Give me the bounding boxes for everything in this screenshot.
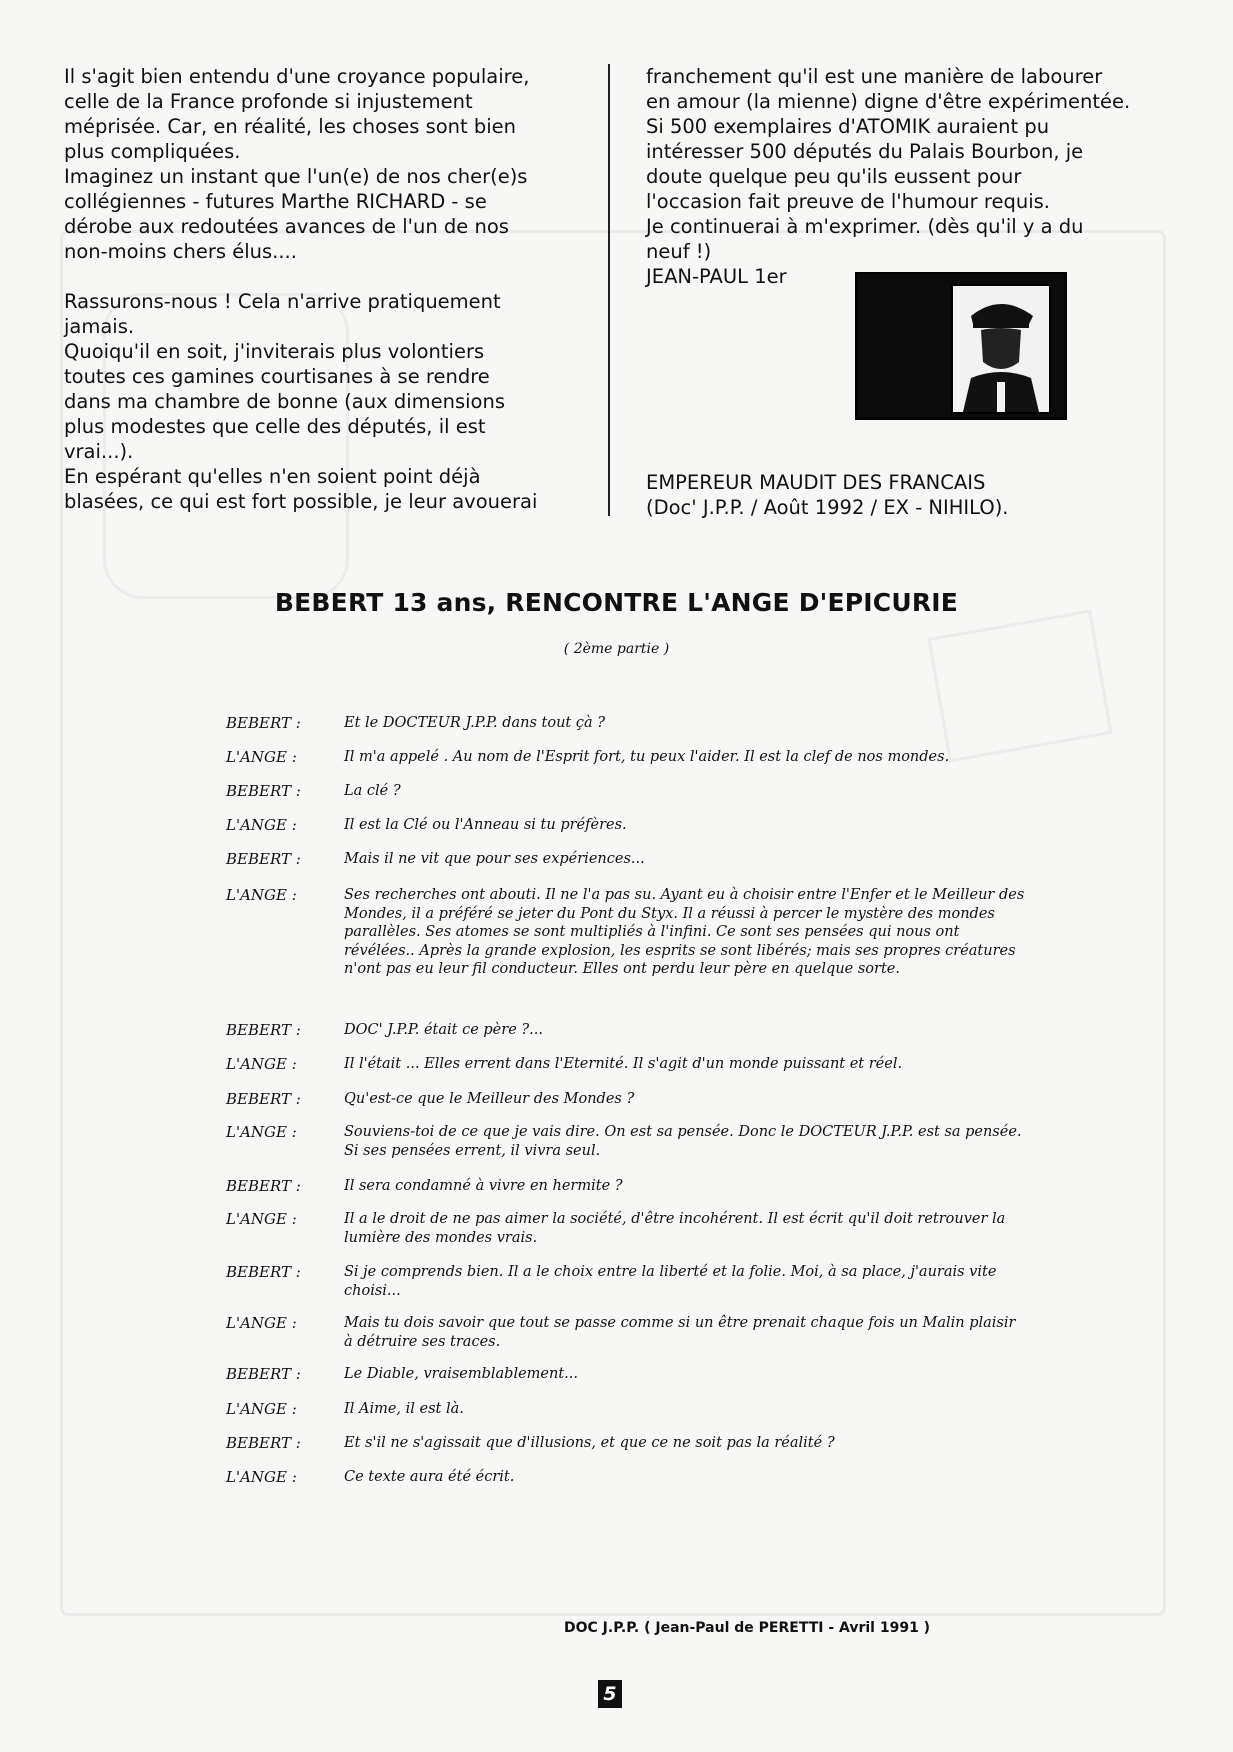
text-line: blasées, ce qui est fort possible, je leur avouerai <box>64 490 538 513</box>
right-column <box>646 64 1186 289</box>
speaker-label: L'ANGE : <box>226 1210 297 1228</box>
speech-text: Qu'est-ce que le Meilleur des Mondes ? <box>344 1091 635 1107</box>
dialogue-line <box>226 816 1026 835</box>
dialogue-line <box>226 886 1026 979</box>
column-divider <box>608 64 610 516</box>
dialogue-line <box>226 748 1026 767</box>
portrait-frame <box>951 284 1051 414</box>
text-line: plus modestes que celle des députés, il est <box>64 415 486 438</box>
text-line: Je continuerai à m'exprimer. (dès qu'il y a du <box>646 215 1084 238</box>
dialogue-line <box>226 1468 1026 1487</box>
speaker-label: BEBERT : <box>226 1177 301 1195</box>
text-line: collégiennes - futures Marthe RICHARD - se <box>64 190 487 213</box>
speaker-label: L'ANGE : <box>226 1123 297 1141</box>
speech-text: Il Aime, il est là. <box>344 1401 464 1417</box>
text-line: neuf !) <box>646 240 712 263</box>
text-line: non-moins chers élus.... <box>64 240 297 263</box>
speech-text: Ce texte aura été écrit. <box>344 1469 515 1485</box>
dialogue-line <box>226 1090 1026 1109</box>
text-line: dans ma chambre de bonne (aux dimensions <box>64 390 505 413</box>
speech-text: Le Diable, vraisemblablement... <box>344 1366 579 1382</box>
dialogue-line <box>226 1434 1026 1453</box>
text-line: celle de la France profonde si injustement <box>64 90 473 113</box>
speech-text: Si je comprends bien. Il a le choix entre la liberté et la folie. Moi, à sa place, j'aurais vite choisi... <box>344 1264 997 1299</box>
caption-line: EMPEREUR MAUDIT DES FRANCAIS <box>646 471 986 494</box>
left-column <box>64 64 584 514</box>
speech-text: Il sera condamné à vivre en hermite ? <box>344 1178 623 1194</box>
portrait-image <box>855 272 1067 420</box>
speech-text: Mais il ne vit que pour ses expériences... <box>344 851 645 867</box>
speaker-label: L'ANGE : <box>226 748 297 766</box>
speaker-label: BEBERT : <box>226 782 301 800</box>
image-caption <box>646 470 1206 520</box>
speaker-label: BEBERT : <box>226 1021 301 1039</box>
speaker-label: L'ANGE : <box>226 886 297 904</box>
text-line: plus compliquées. <box>64 140 241 163</box>
speaker-label: BEBERT : <box>226 1090 301 1108</box>
dialogue-line <box>226 1055 1026 1074</box>
paragraph-gap <box>64 264 584 289</box>
dialogue-line <box>226 1177 1026 1196</box>
dialogue-line <box>226 1210 1026 1247</box>
story-title: BEBERT 13 ans, RENCONTRE L'ANGE D'EPICURIE <box>274 588 959 617</box>
text-line: doute quelque peu qu'ils eussent pour <box>646 165 1022 188</box>
text-line: vrai...). <box>64 440 134 463</box>
speech-text: Souviens-toi de ce que je vais dire. On est sa pensée. Donc le DOCTEUR J.P.P. est sa pensée. Si ses pensées errent, il vivra seul. <box>344 1124 1022 1159</box>
speaker-label: BEBERT : <box>226 850 301 868</box>
story-subtitle: ( 2ème partie ) <box>563 641 670 657</box>
dialogue-line <box>226 782 1026 801</box>
speaker-label: BEBERT : <box>226 714 301 732</box>
speech-text: Ses recherches ont abouti. Il ne l'a pas su. Ayant eu à choisir entre l'Enfer et le Meilleur des Mondes, il a préféré se jeter du Pont du Styx. Il a réussi à percer le mystère des mondes parallèles. Ses atomes se sont multipliés à l'infini. Ce sont ses pensées qui nous ont révélées.. Après la grande explosion, les esprits se sont libérés; mais ses propres créatures n'ont pas eu leur fil conducteur. Elles ont perdu leur père en quelque sorte. <box>344 887 1025 977</box>
speech-text: Et s'il ne s'agissait que d'illusions, et que ce ne soit pas la réalité ? <box>344 1435 835 1451</box>
speech-text: Mais tu dois savoir que tout se passe comme si un être prenait chaque fois un Malin plaisir à détruire ses traces. <box>344 1315 1016 1350</box>
text-line: intéresser 500 députés du Palais Bourbon, je <box>646 140 1084 163</box>
speech-text: DOC' J.P.P. était ce père ?... <box>344 1022 543 1038</box>
dialogue-line <box>226 1123 1026 1160</box>
text-line: JEAN-PAUL 1er <box>646 265 787 288</box>
text-line: Rassurons-nous ! Cela n'arrive pratiquement <box>64 290 501 313</box>
speaker-label: L'ANGE : <box>226 1055 297 1073</box>
dialogue-line <box>226 1263 1026 1300</box>
text-line: Si 500 exemplaires d'ATOMIK auraient pu <box>646 115 1050 138</box>
speech-text: La clé ? <box>344 783 401 799</box>
dialogue-line <box>226 1314 1026 1351</box>
speaker-label: BEBERT : <box>226 1365 301 1383</box>
speaker-label: L'ANGE : <box>226 1468 297 1486</box>
caption-line: (Doc' J.P.P. / Août 1992 / EX - NIHILO). <box>646 496 1009 519</box>
speaker-label: L'ANGE : <box>226 1314 297 1332</box>
text-line: méprisée. Car, en réalité, les choses sont bien <box>64 115 517 138</box>
text-line: dérobe aux redoutées avances de l'un de nos <box>64 215 509 238</box>
dialogue-line <box>226 1365 1026 1384</box>
officer-figure-icon <box>953 286 1049 412</box>
speaker-label: L'ANGE : <box>226 816 297 834</box>
text-line: En espérant qu'elles n'en soient point déjà <box>64 465 481 488</box>
dialogue-line <box>226 714 1026 733</box>
speaker-label: BEBERT : <box>226 1263 301 1281</box>
dialogue-line <box>226 1021 1026 1040</box>
speech-text: Il est la Clé ou l'Anneau si tu préfères. <box>344 817 627 833</box>
text-line: Imaginez un instant que l'un(e) de nos cher(e)s <box>64 165 528 188</box>
speaker-label: L'ANGE : <box>226 1400 297 1418</box>
text-line: en amour (la mienne) digne d'être expérimentée. <box>646 90 1131 113</box>
dialogue-line <box>226 850 1026 869</box>
text-line: Il s'agit bien entendu d'une croyance populaire, <box>64 65 530 88</box>
text-line: franchement qu'il est une manière de labourer <box>646 65 1103 88</box>
page-number: 5 <box>598 1680 622 1708</box>
author-signature: DOC J.P.P. ( Jean-Paul de PERETTI - Avril 1991 ) <box>564 1620 931 1636</box>
text-line: Quoiqu'il en soit, j'inviterais plus volontiers <box>64 340 485 363</box>
speech-text: Il a le droit de ne pas aimer la société, d'être incohérent. Il est écrit qu'il doit retrouver la lumière des mondes vrais. <box>344 1211 1006 1246</box>
speech-text: Et le DOCTEUR J.P.P. dans tout çà ? <box>344 715 606 731</box>
dialogue-line <box>226 1400 1026 1419</box>
speech-text: Il l'était ... Elles errent dans l'Eternité. Il s'agit d'un monde puissant et réel. <box>344 1056 903 1072</box>
speech-text: Il m'a appelé . Au nom de l'Esprit fort, tu peux l'aider. Il est la clef de nos mondes. <box>344 749 950 765</box>
text-line: jamais. <box>64 315 135 338</box>
text-line: toutes ces gamines courtisanes à se rendre <box>64 365 490 388</box>
speaker-label: BEBERT : <box>226 1434 301 1452</box>
text-line: l'occasion fait preuve de l'humour requis. <box>646 190 1050 213</box>
